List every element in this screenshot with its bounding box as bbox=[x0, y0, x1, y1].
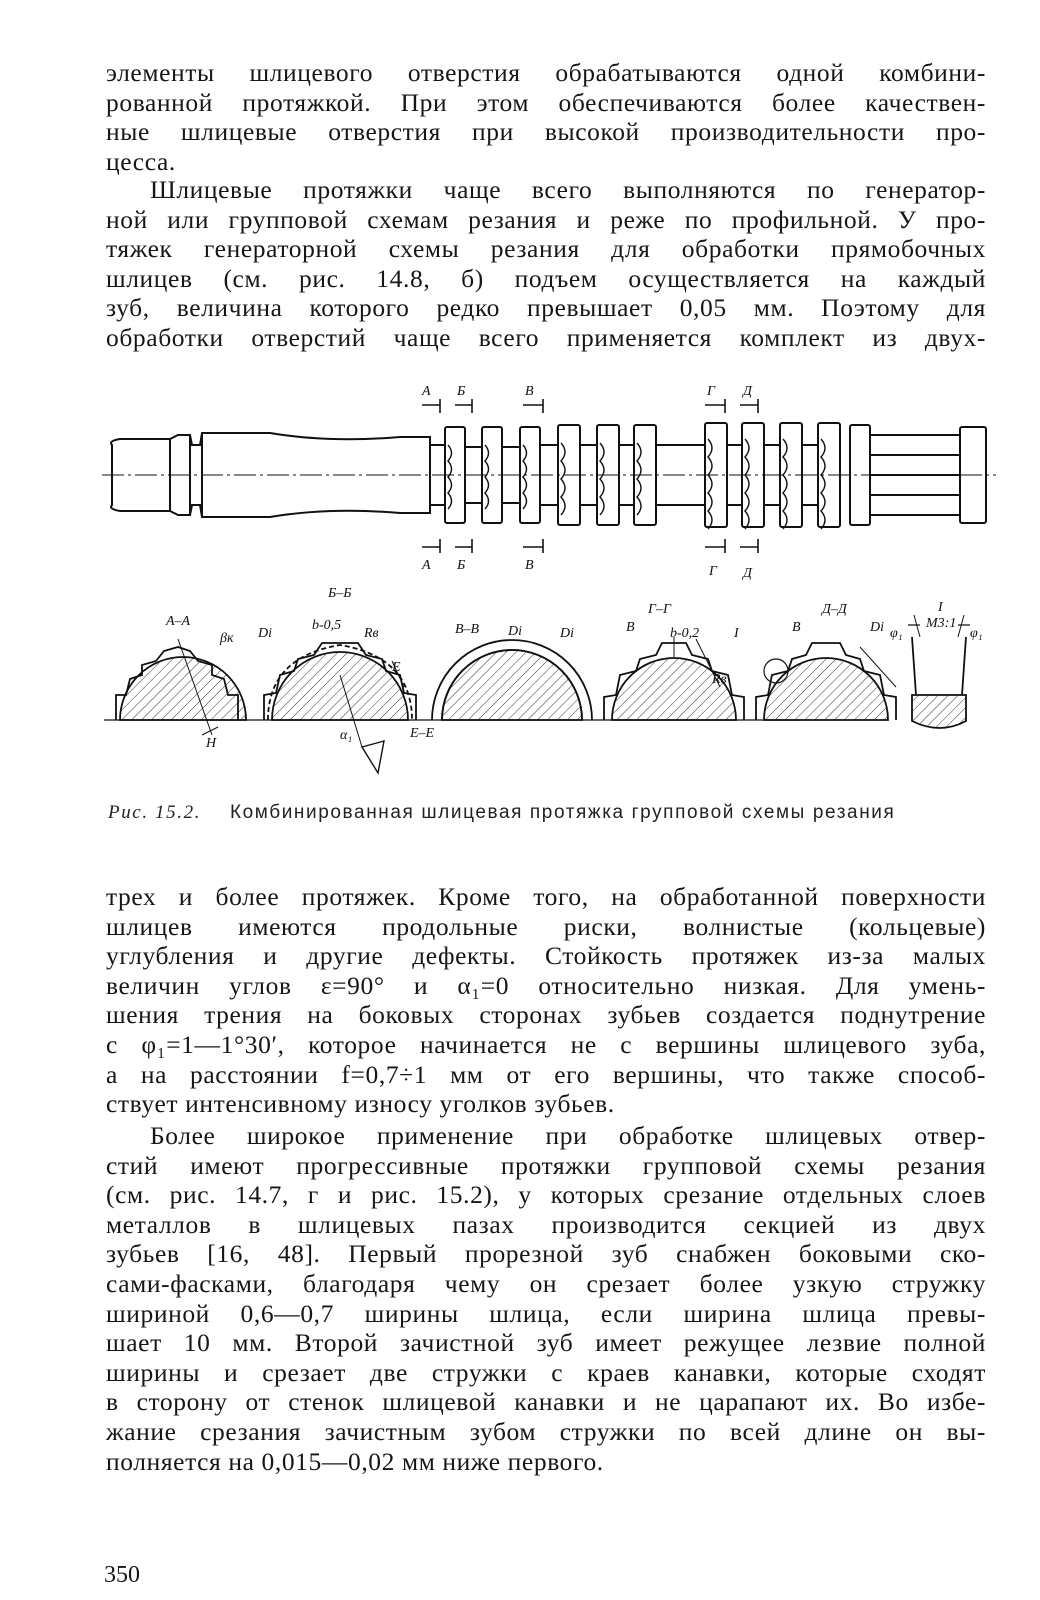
text-line: элементы шлицевого отверстия обрабатываются одной комбини- bbox=[106, 58, 986, 87]
paragraph-2 bbox=[106, 175, 986, 353]
section-title-g-g: Г–Г bbox=[648, 602, 671, 617]
section-mark-a-bottom: А bbox=[422, 558, 431, 573]
section-mark-v-bottom: В bbox=[525, 558, 534, 573]
text-line: ные шлицевые отверстия при высокой производительности про- bbox=[106, 117, 986, 147]
figure-broach-drawing bbox=[100, 375, 1000, 795]
section-title-d-d: Д–Д bbox=[822, 602, 847, 617]
section-title-b-b: Б–Б bbox=[328, 586, 352, 601]
text-line: с φ₁=1—1°30′, которое начинается не с вершины шлицевого зуба, bbox=[106, 1029, 986, 1059]
text-line: стий имеют прогрессивные протяжки групповой схемы резания bbox=[106, 1150, 986, 1180]
text-line: сами-фасками, благодаря чему он срезает более узкую стружку bbox=[106, 1268, 986, 1298]
cross-sections bbox=[104, 637, 896, 773]
text-line: шлицев имеются продольные риски, волнистые (кольцевые) bbox=[106, 911, 986, 941]
figure-caption bbox=[108, 802, 988, 824]
text-line: зуб, величина которого редко превышает 0,05 мм. Поэтому для bbox=[106, 293, 986, 323]
text-line: ширины и срезает две стружки с краев канавки, которые сходят bbox=[106, 1357, 986, 1387]
paragraph-4 bbox=[106, 1121, 986, 1476]
label-i: I bbox=[734, 626, 739, 641]
text-line: полняется на 0,015—0,02 мм ниже первого. bbox=[106, 1446, 604, 1476]
text-line: шириной 0,6—0,7 ширины шлица, если ширина шлица превы- bbox=[106, 1298, 986, 1328]
detail-i-view bbox=[908, 615, 970, 728]
section-mark-b-top: Б bbox=[457, 384, 466, 399]
text-line: ствует интенсивному износу уголков зубьев. bbox=[106, 1089, 615, 1119]
section-mark-d-top: Д bbox=[743, 384, 752, 399]
text-line: трех и более протяжек. Кроме того, на обработанной поверхности bbox=[106, 882, 986, 911]
label-e: E bbox=[392, 660, 401, 675]
label-rv-1: Rв bbox=[364, 626, 379, 641]
text-line: цесса. bbox=[106, 146, 176, 176]
label-phi-1-left: φ₁ bbox=[890, 626, 903, 641]
label-di-3: Dі bbox=[560, 626, 574, 641]
text-line: Шлицевые протяжки чаще всего выполняются по генератор- bbox=[150, 175, 986, 204]
section-marks-top bbox=[422, 399, 758, 413]
section-mark-g-bottom: Г bbox=[709, 564, 717, 579]
text-line: в сторону от стенок шлицевой канавки и не царапают их. Во избе- bbox=[106, 1387, 986, 1417]
text-line: жание срезания зачистным зубом стружки по всей длине он вы- bbox=[106, 1416, 986, 1446]
text-line: рованной протяжкой. При этом обеспечиваются более качествен- bbox=[106, 87, 986, 117]
section-mark-a-top: А bbox=[422, 384, 431, 399]
label-beta-k: βк bbox=[220, 631, 234, 646]
page-number: 350 bbox=[104, 1562, 140, 1588]
section-mark-b-bottom: Б bbox=[457, 558, 466, 573]
text-line: тяжек генераторной схемы резания для обработки прямобочных bbox=[106, 234, 986, 264]
label-b-0-2: b-0,2 bbox=[670, 626, 700, 641]
text-line: (см. рис. 14.7, г и рис. 15.2), у которых срезание отдельных слоев bbox=[106, 1180, 986, 1210]
section-marks-bottom bbox=[422, 539, 758, 553]
text-line: ной или групповой схемам резания и реже по профильной. У про- bbox=[106, 204, 986, 234]
text-line: обработки отверстий чаще всего применяется комплект из двух- bbox=[106, 322, 986, 352]
paragraph-3 bbox=[106, 882, 986, 1119]
label-alpha-1: α₁ bbox=[340, 728, 353, 743]
label-rv-2: Rв bbox=[712, 672, 727, 687]
paragraph-1 bbox=[106, 58, 986, 176]
figure-caption-text: Комбинированная шлицевая протяжка групповой схемы резания bbox=[229, 802, 896, 823]
section-title-a-a: А–А bbox=[166, 614, 191, 629]
section-title-e-e: Е–Е bbox=[410, 726, 435, 741]
text-line: а на расстоянии f=0,7÷1 мм от его вершины, что также способ- bbox=[106, 1059, 986, 1089]
label-h: H bbox=[206, 736, 217, 751]
label-b-2: B bbox=[792, 620, 801, 635]
label-di-4: Dі bbox=[870, 620, 884, 635]
label-b-0-5: b-0,5 bbox=[312, 618, 342, 633]
label-scale: M3:1 bbox=[926, 616, 957, 631]
section-mark-d-bottom: Д bbox=[743, 566, 752, 581]
text-line: металлов в шлицевых пазах производится секцией из двух bbox=[106, 1209, 986, 1239]
broach-technical-drawing bbox=[100, 375, 1000, 795]
figure-number: Рис. 15.2. bbox=[108, 802, 202, 823]
label-di-1: Dі bbox=[258, 626, 272, 641]
text-line: величин углов ε=90° и α₁=0 относительно низкая. Для умень- bbox=[106, 970, 986, 1000]
detail-title-i: I bbox=[938, 600, 943, 615]
label-di-2: Dі bbox=[508, 624, 522, 639]
text-line: Более широкое применение при обработке шлицевых отвер- bbox=[150, 1121, 986, 1150]
text-line: шения трения на боковых сторонах зубьев создается поднутрение bbox=[106, 1000, 986, 1030]
text-line: шает 10 мм. Второй зачистной зуб имеет режущее лезвие полной bbox=[106, 1328, 986, 1358]
section-title-v-v: В–В bbox=[455, 622, 480, 637]
text-line: зубьев [16, 48]. Первый прорезной зуб снабжен боковыми ско- bbox=[106, 1239, 986, 1269]
label-phi-1-right: φ₁ bbox=[970, 626, 983, 641]
text-line: углубления и другие дефекты. Стойкость протяжек из-за малых bbox=[106, 941, 986, 971]
label-b-1: B bbox=[626, 620, 635, 635]
section-mark-g-top: Г bbox=[707, 384, 715, 399]
section-mark-v-top: В bbox=[525, 384, 534, 399]
text-line: шлицев (см. рис. 14.8, б) подъем осуществляется на каждый bbox=[106, 263, 986, 293]
